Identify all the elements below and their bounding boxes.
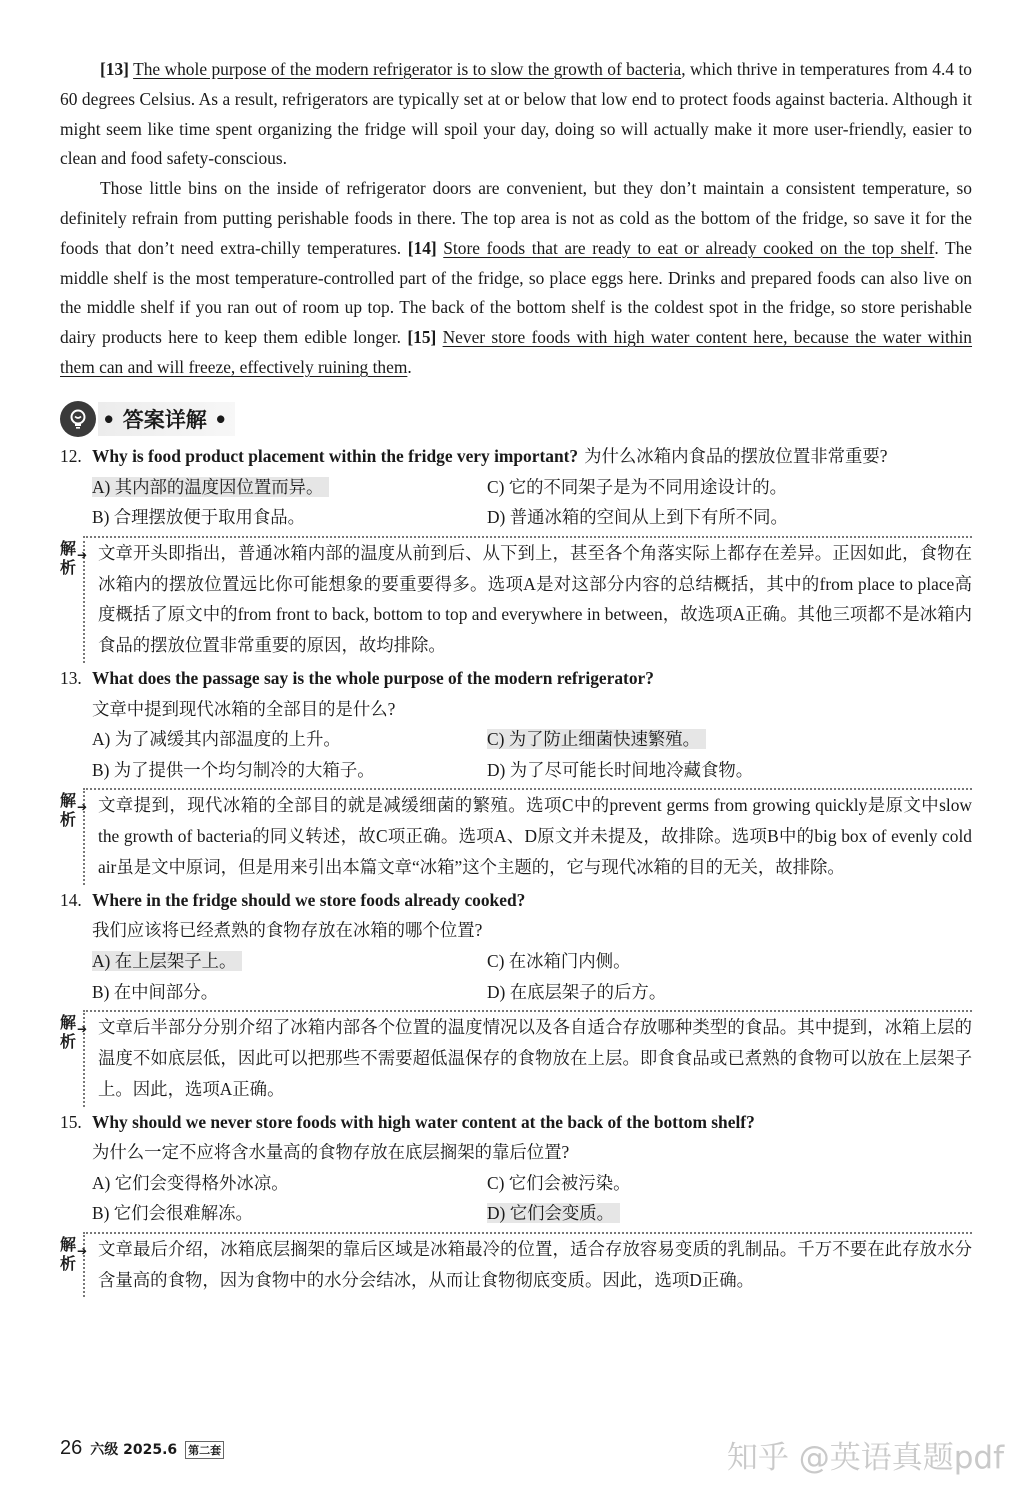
question-marker-15: [15] [407, 327, 437, 348]
explanation-text: 文章提到，现代冰箱的全部目的就是减缓细菌的繁殖。选项C中的prevent germs from growing quickly是原文中slow the growth of bacteria的同义转述，故C项正确。选项A、D原文并未提及，故排除。选项B中的big box of evenly cold air虽是文中原词，但是用来引出本篇文章“冰箱”这个主题的，它与现代冰箱的目的无关，故排除。 [83, 788, 972, 884]
option-text: C) 在冰箱门内侧。 [487, 950, 631, 971]
explanation-label: 解析 [60, 538, 77, 577]
explanation-text: 文章开头即指出，普通冰箱内部的温度从前到后、从下到上，甚至各个角落实际上都存在差异。正因如此，食物在冰箱内的摆放位置远比你可能想象的要重要得多。选项A是对这部分内容的总结概括，其中的from place to place高度概括了原文中的from front to back, bottom to top and everywhere in between，故选项A正确。其他三项都不是冰箱内食品的摆放位置非常重要的原因，故均排除。 [83, 536, 972, 663]
set-badge: 第二套 [185, 1441, 224, 1459]
answer-option [92, 946, 487, 977]
watermark: 知乎 @英语真题pdf [726, 1440, 1004, 1476]
answer-option [92, 1168, 487, 1199]
question-number: 13. [60, 667, 82, 688]
arrow-icon: ➔ [77, 1022, 88, 1037]
option-text: A) 为了减缓其内部温度的上升。 [92, 729, 341, 750]
answer-option [487, 946, 972, 977]
question-chinese: 我们应该将已经煮熟的食物存放在冰箱的哪个位置? [92, 920, 483, 941]
answer-option [92, 502, 487, 533]
option-text: A) 它们会变得格外冰凉。 [92, 1172, 289, 1193]
arrow-icon: ➔ [77, 547, 88, 562]
answer-option [487, 1198, 972, 1229]
option-text: B) 为了提供一个均匀制冷的大箱子。 [92, 759, 375, 780]
question-14 [60, 885, 972, 1107]
options-grid [60, 724, 972, 785]
question-number: 12. [60, 446, 82, 466]
question-15 [60, 1107, 972, 1298]
underlined-answer-15: Never store foods with high water content here, because the water within them can and will freeze, effectively ruining them [60, 327, 973, 377]
option-text: D) 在底层架子的后方。 [487, 981, 667, 1002]
option-text: A) 在上层架子上。 [92, 951, 242, 971]
explanation-text: 文章最后介绍，冰箱底层搁架的靠后区域是冰箱最冷的位置，适合存放容易变质的乳制品。千万不要在此存放水分含量高的食物，因为食物中的水分会结冰，从而让食物彻底变质。因此，选项D正确。 [83, 1232, 972, 1298]
underlined-answer-14: Store foods that are ready to eat or already cooked on the top shelf [443, 237, 935, 258]
page-footer [60, 1437, 224, 1460]
answer-option [92, 472, 487, 503]
question-text: Where in the fridge should we store foods already cooked? [92, 889, 526, 910]
question-chinese: 文章中提到现代冰箱的全部目的是什么? [92, 698, 396, 719]
question-number: 14. [60, 889, 82, 910]
passage-text: . [407, 356, 412, 377]
option-text: C) 它的不同架子是为不同用途设计的。 [487, 476, 787, 497]
option-text: C) 它们会被污染。 [487, 1172, 631, 1193]
answer-option [487, 472, 972, 503]
section-title: • 答案详解 • [98, 402, 235, 436]
question-marker-14: [14] [407, 237, 437, 258]
explanation-text: 文章后半部分分别介绍了冰箱内部各个位置的温度情况以及各自适合存放哪种类型的食品。其中提到，冰箱上层的温度不如底层低，因此可以把那些不需要超低温保存的食物放在上层。即食食品或已煮熟的食物可以放在上层架子上。因此，选项A正确。 [83, 1010, 972, 1106]
section-header [60, 398, 972, 440]
answer-option [487, 755, 972, 786]
explanation [60, 536, 972, 663]
option-text: A) 其内部的温度因位置而异。 [92, 477, 329, 497]
options-grid [60, 946, 972, 1007]
question-number: 15. [60, 1111, 82, 1132]
passage-paragraph-1 [60, 55, 972, 174]
question-marker-13: [13] [100, 59, 129, 79]
question-text: Why should we never store foods with high water content at the back of the bottom shelf? [92, 1111, 755, 1132]
reading-passage [60, 55, 972, 383]
option-text: D) 普通冰箱的空间从上到下有所不同。 [487, 507, 788, 528]
explanation [60, 788, 972, 884]
option-text: B) 合理摆放便于取用食品。 [92, 507, 306, 528]
question-text: Why is food product placement within the fridge very important? [92, 446, 579, 466]
arrow-icon: ➔ [77, 1243, 88, 1258]
passage-text: , which thrive in temperatures from 4.4 to 60 degrees Celsius. As a result, refrigerators are typically set at or below that low end to protect foods against bacteria. Although it might seem like time spent organizing the fridge will spoil your day, doing so will actually make it more user-friendly, easier to clean and food safety-conscious. [60, 59, 972, 169]
passage-text: Those little bins on the inside of refrigerator doors are convenient, but they don’t maintain a consistent temperature, so definitely refrain from putting perishable foods in there. The top area is not as cold as the bottom of the fridge, so save it for the foods that don’t need extra-chilly temperatures. [60, 178, 972, 258]
answer-option [92, 1198, 487, 1229]
options-grid [60, 472, 972, 533]
passage-paragraph-2 [60, 174, 972, 383]
option-text: C) 为了防止细菌快速繁殖。 [487, 729, 706, 749]
underlined-answer-13: The whole purpose of the modern refrigerator is to slow the growth of bacteria [133, 59, 682, 79]
page-number: 26 [60, 1437, 83, 1459]
option-text: D) 它们会变质。 [487, 1203, 620, 1223]
answer-option [487, 1168, 972, 1199]
answer-section [60, 398, 972, 1297]
explanation-label: 解析 [60, 791, 77, 830]
question-chinese: 为什么一定不应将含水量高的食物存放在底层搁架的靠后位置? [92, 1142, 570, 1163]
explanation-label: 解析 [60, 1013, 77, 1052]
passage-text: . The middle shelf is the most temperature-controlled part of the fridge, so place eggs here. Drinks and prepared foods can also live on the middle shelf if you ran out of room up top. The back of the bottom shelf is the coldest spot in the fridge, so store perishable dairy products here to keep them edible longer. [60, 237, 972, 348]
option-text: D) 为了尽可能长时间地冷藏食物。 [487, 759, 754, 780]
question-12 [60, 441, 972, 663]
exam-level: 六级 2025.6 [90, 1442, 178, 1458]
arrow-icon: ➔ [77, 800, 88, 815]
answer-option [92, 977, 487, 1008]
explanation [60, 1232, 972, 1298]
option-text: B) 在中间部分。 [92, 981, 219, 1002]
answer-option [92, 724, 487, 755]
explanation [60, 1010, 972, 1106]
question-text: What does the passage say is the whole purpose of the modern refrigerator? [92, 667, 654, 688]
answer-option [487, 977, 972, 1008]
answer-option [487, 724, 972, 755]
question-chinese: 为什么冰箱内食品的摆放位置非常重要? [584, 446, 888, 466]
answer-option [92, 755, 487, 786]
lightbulb-icon [60, 401, 96, 437]
answer-option [487, 502, 972, 533]
option-text: B) 它们会很难解冻。 [92, 1203, 253, 1224]
options-grid [60, 1168, 972, 1229]
question-13 [60, 663, 972, 885]
explanation-label: 解析 [60, 1234, 77, 1273]
